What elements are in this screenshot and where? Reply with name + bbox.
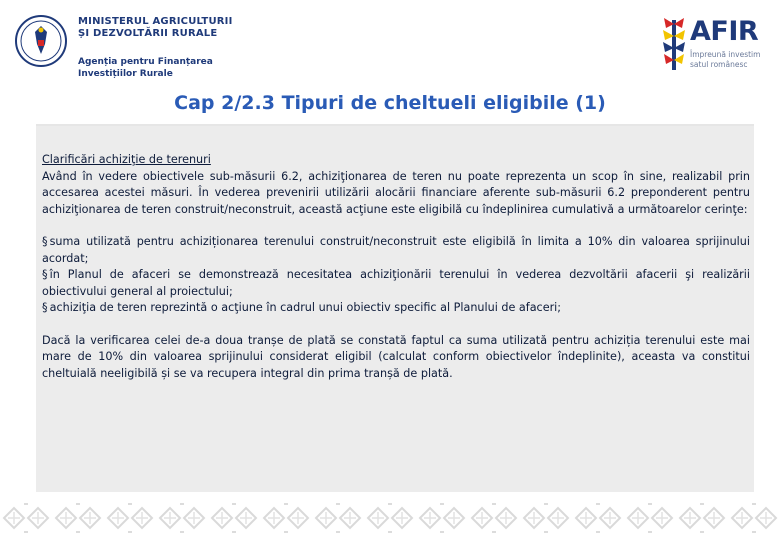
spacer [42, 218, 750, 234]
agency-line-2: Investițiilor Rurale [78, 69, 173, 79]
content-panel [36, 126, 754, 492]
intro-paragraph: Având în vedere obiectivele sub-măsurii 6.2, achiziţionarea de teren nu poate reprezenta un scop în sine, realizabil prin accesarea acestei măsuri. În vederea prevenirii utilizării alocării financiare aferente sub-măsurii 6.2 preponderent pentru achiziţionarea de teren construit/neconstruit, această acţiune este eligibilă cu îndeplinirea cumulativă a următoarelor cerinţe: [42, 169, 750, 216]
afir-tagline-line-2: satul românesc [690, 60, 748, 69]
spacer [42, 317, 750, 333]
bullet-item [42, 300, 750, 317]
bullet-text: suma utilizată pentru achiziționarea terenului construit/neconstruit este eligibilă în limita a 10% din valoarea sprijinului acordat; [42, 235, 750, 265]
content-text [42, 152, 750, 382]
afir-wheat-icon [660, 16, 688, 74]
bullet-symbol: § [42, 301, 48, 314]
ministry-line-1: MINISTERUL AGRICULTURII [78, 16, 233, 27]
afir-tagline [690, 50, 770, 70]
romanian-government-seal-icon [14, 14, 68, 68]
agency-name [78, 56, 213, 80]
slide-title: Cap 2/2.3 Tipuri de cheltueli eligibile (1) [174, 92, 606, 114]
ministry-line-2: ȘI DEZVOLTĂRII RURALE [78, 28, 218, 39]
ministry-name [78, 16, 233, 40]
bullet-item [42, 234, 750, 267]
agency-line-1: Agenția pentru Finanțarea [78, 57, 213, 67]
bullet-symbol: § [42, 268, 48, 281]
afir-logo [656, 10, 774, 80]
slide-header [0, 0, 780, 92]
section-heading: Clarificări achiziţie de terenuri [42, 153, 211, 166]
bullet-text: în Planul de afaceri se demonstrează necesitatea achiziţionării terenului în vederea dezvoltării afacerii şi realizării obiectivului general al proiectului; [42, 268, 750, 298]
bullet-text: achiziţia de teren reprezintă o acţiune în cadrul unui obiectiv specific al Planului de afaceri; [49, 301, 562, 314]
closing-paragraph: Dacă la verificarea celei de-a doua tranșe de plată se constată faptul ca suma utilizată pentru achiziția terenului este mai mare de 10% din valoarea sprijinului considerat eligibil (calculat conform obiectivelor îndeplinite), aceasta va constitui cheltuială neeligibilă și se va recupera integral din prima tranșă de plată. [42, 333, 750, 380]
bullet-item [42, 267, 750, 300]
bullet-symbol: § [42, 235, 48, 248]
afir-wordmark: AFIR [690, 16, 759, 47]
folk-pattern-border-icon [0, 498, 780, 538]
afir-tagline-line-1: Împreună investim [690, 50, 761, 59]
